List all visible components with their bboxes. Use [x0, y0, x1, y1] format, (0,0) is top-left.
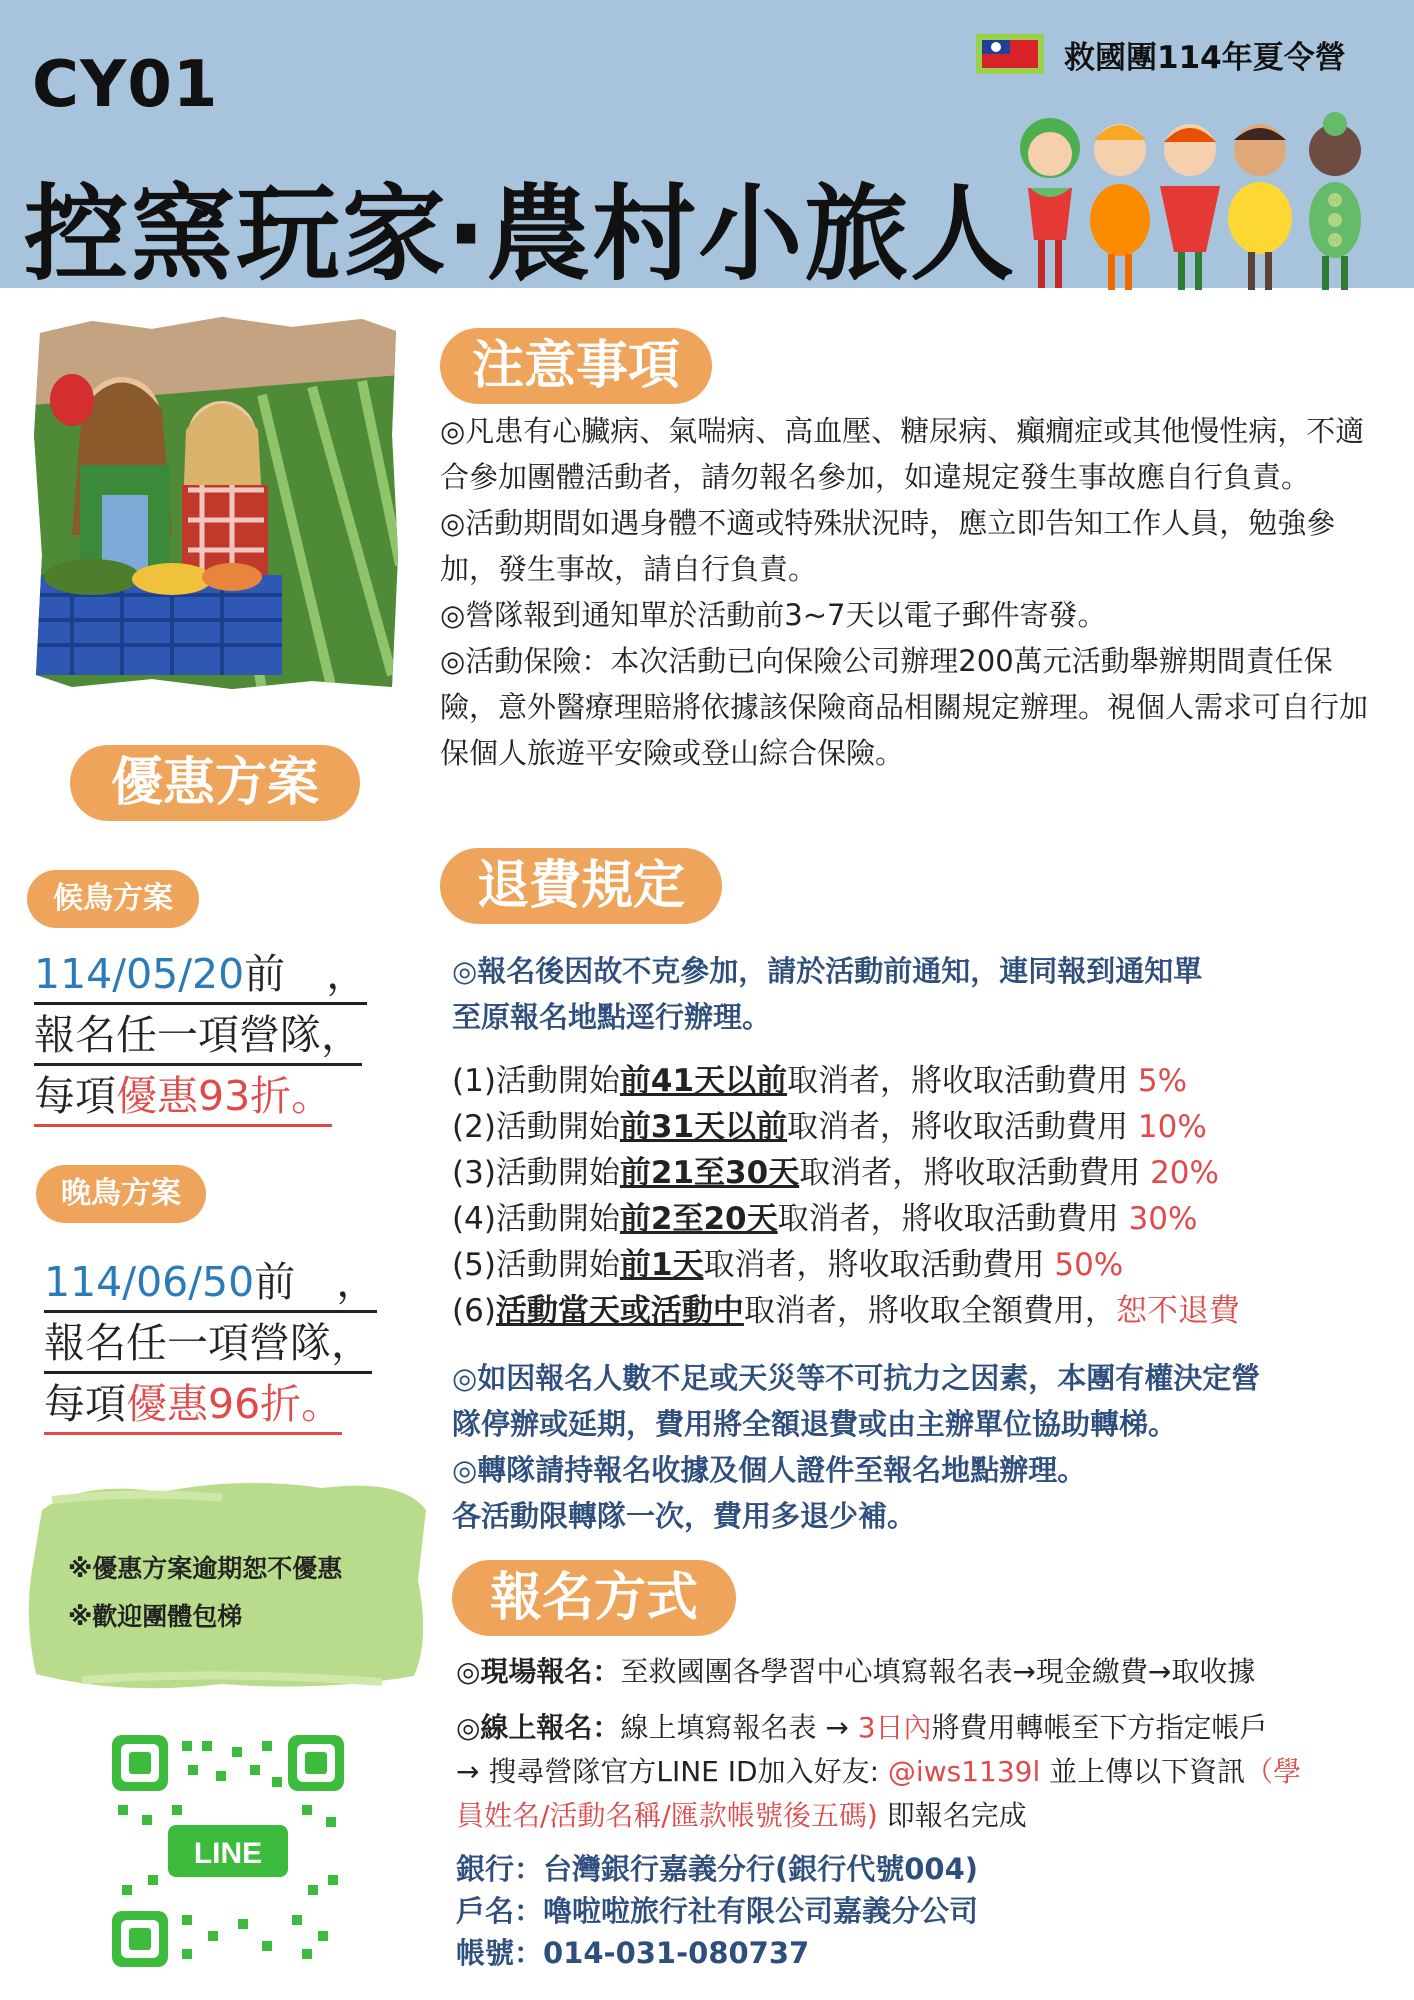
account-holder: 戶名：嚕啦啦旅行社有限公司嘉義分公司 [456, 1894, 979, 1928]
online-registration: ◎線上報名：線上填寫報名表 → 3日內將費用轉帳至下方指定帳戶 → 搜尋營隊官方LINE ID加入好友: @iws1139l 並上傳以下資訊（學 員姓名/活動名稱/匯款帳號後五碼) 即報名完成 [456, 1711, 1302, 1832]
header-banner [0, 0, 1414, 295]
bank-name: 銀行：台灣銀行嘉義分行(銀行代號004) [456, 1852, 979, 1886]
late-plan-date: 114/06/50 [44, 1258, 255, 1306]
refund-intro [452, 948, 1202, 1040]
early-plan-label: 候鳥方案 [27, 870, 199, 928]
early-plan-text [34, 944, 367, 1127]
refund-list [452, 1058, 1240, 1334]
notice-item: ◎活動期間如遇身體不適或特殊狀況時，應立即告知工作人員，勉強參加，發生事故，請自行負責。 [440, 506, 1336, 586]
onsite-text: 至救國團各學習中心填寫報名表→現金繳費→取收據 [620, 1655, 1256, 1688]
kids-illustration [1010, 110, 1400, 300]
refund-item: (1)活動開始前41天以前取消者，將收取活動費用 5% [452, 1063, 1188, 1099]
bank-info [456, 1848, 978, 1974]
farm-girls-photo [32, 315, 400, 690]
early-plan-date: 114/05/20 [34, 950, 245, 998]
refund-item: (6)活動當天或活動中取消者，將收取全額費用，恕不退費 [452, 1293, 1240, 1329]
refund-outro-line: 各活動限轉隊一次，費用多退少補。 [452, 1499, 917, 1533]
notice-heading: 注意事項 [440, 328, 712, 404]
late-plan-line3a: 每項 [44, 1380, 126, 1428]
early-plan-line3a: 每項 [34, 1072, 116, 1120]
method-heading: 報名方式 [452, 1560, 736, 1636]
account-number: 帳號：014-031-080737 [456, 1936, 810, 1970]
refund-heading: 退費規定 [440, 848, 722, 924]
refund-outro [452, 1355, 1260, 1539]
refund-item: (5)活動開始前1天取消者，將收取活動費用 50% [452, 1247, 1124, 1283]
late-plan-label: 晚鳥方案 [36, 1165, 206, 1223]
refund-outro-line: ◎如因報名人數不足或天災等不可抗力之因素，本團有權決定營 [452, 1361, 1261, 1395]
green-notes [68, 1545, 342, 1641]
flag-icon [976, 34, 1044, 74]
refund-item: (3)活動開始前21至30天取消者，將收取活動費用 20% [452, 1155, 1219, 1191]
early-plan-discount: 優惠93折。 [116, 1072, 333, 1120]
notice-item: ◎營隊報到通知單於活動前3~7天以電子郵件寄發。 [440, 598, 1107, 632]
notice-item: ◎活動保險：本次活動已向保險公司辦理200萬元活動舉辦期間責任保險，意外醫療理賠將依據該保險商品相關規定辦理。視個人需求可自行加保個人旅遊平安險或登山綜合保險。 [440, 644, 1369, 770]
online-label: ◎線上報名： [456, 1711, 621, 1744]
late-plan-text [44, 1252, 377, 1435]
discount-heading: 優惠方案 [70, 745, 360, 821]
refund-intro-line: ◎報名後因故不克參加，請於活動前通知，連同報到通知單 [452, 954, 1203, 988]
refund-item: (2)活動開始前31天以前取消者，將收取活動費用 10% [452, 1109, 1207, 1145]
early-plan-line2: 報名任一項營隊， [34, 1007, 362, 1066]
onsite-registration [456, 1650, 1255, 1694]
notice-item: ◎凡患有心臟病、氣喘病、高血壓、糖尿病、癲癇症或其他慢性病，不適合參加團體活動者，請勿報名參加，如違規定發生事故應自行負責。 [440, 414, 1365, 494]
line-id-text: @iws1139l [887, 1755, 1041, 1788]
late-plan-before: 前 ， [254, 1258, 378, 1306]
refund-intro-line: 至原報名地點逕行辦理。 [452, 1000, 772, 1034]
camp-code: CY01 [32, 48, 219, 122]
notice-body [440, 408, 1380, 776]
early-plan-before: 前 ， [244, 950, 368, 998]
page-title: 控窯玩家‧農村小旅人 [24, 173, 1017, 295]
late-plan-line2: 報名任一項營隊， [44, 1315, 372, 1374]
refund-outro-line: 隊停辦或延期，費用將全額退費或由主辦單位協助轉梯。 [452, 1407, 1178, 1441]
onsite-label: ◎現場報名： [456, 1655, 621, 1688]
line-qr-code[interactable] [112, 1735, 344, 1967]
green-note-item: ※歡迎團體包梯 [68, 1602, 243, 1631]
green-note-item: ※優惠方案逾期恕不優惠 [68, 1554, 343, 1583]
refund-outro-line: ◎轉隊請持報名收據及個人證件至報名地點辦理。 [452, 1453, 1087, 1487]
late-plan-discount: 優惠96折。 [126, 1380, 343, 1428]
organizer-label: 救國團114年夏令營 [1064, 40, 1346, 76]
qr-line-label: LINE [193, 1837, 263, 1870]
refund-item: (4)活動開始前2至20天取消者，將收取活動費用 30% [452, 1201, 1198, 1237]
